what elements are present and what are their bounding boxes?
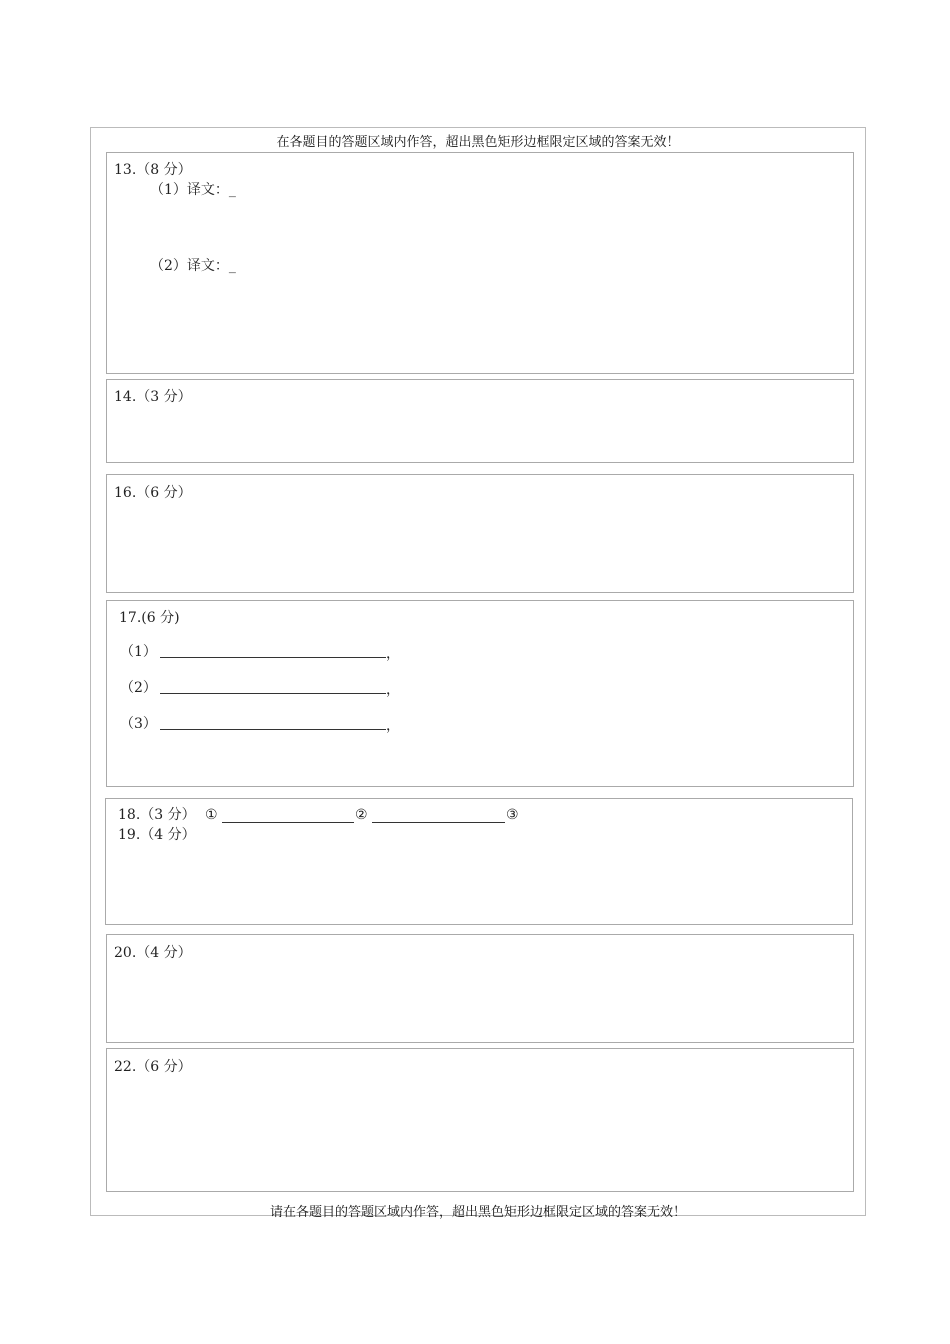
q19-label: 19.（4 分） [118, 827, 196, 843]
q13-label: 13.（8 分） [114, 162, 192, 178]
q13-part1-label: （1）译文：_ [150, 182, 236, 198]
q18-mark-1: ① [205, 807, 218, 823]
answer-box-q14[interactable] [106, 379, 854, 463]
q17-item-1-blank[interactable] [160, 657, 386, 658]
q17-label: 17.(6 分) [119, 610, 180, 626]
notice-top: 在各题目的答题区域内作答，超出黑色矩形边框限定区域的答案无效！ [276, 135, 680, 150]
q14-label: 14.（3 分） [114, 389, 192, 405]
q17-item-3-blank[interactable] [160, 729, 386, 730]
q17-item-1-separator: ， [386, 646, 400, 662]
q18-label: 18.（3 分） [118, 807, 196, 823]
q17-item-3-separator: ， [386, 718, 400, 734]
q17-item-1-label: （1） [120, 644, 157, 660]
answer-box-q20[interactable] [106, 934, 854, 1043]
q13-part2-label: （2）译文：_ [150, 258, 236, 274]
q17-item-2-blank[interactable] [160, 693, 386, 694]
notice-bottom: 请在各题目的答题区域内作答，超出黑色矩形边框限定区域的答案无效！ [269, 1205, 686, 1220]
answer-box-q22[interactable] [106, 1048, 854, 1192]
q16-label: 16.（6 分） [114, 485, 192, 501]
q20-label: 20.（4 分） [114, 945, 192, 961]
q18-mark-2: ② [355, 807, 368, 823]
q17-item-2-label: （2） [120, 680, 157, 696]
q18-mark-3: ③ [506, 807, 519, 823]
q17-item-2-separator: ， [386, 682, 400, 698]
q22-label: 22.（6 分） [114, 1059, 192, 1075]
q18-blank-1[interactable] [222, 822, 354, 823]
answer-box-q16[interactable] [106, 474, 854, 593]
q18-blank-2[interactable] [372, 822, 505, 823]
q17-item-3-label: （3） [120, 716, 157, 732]
